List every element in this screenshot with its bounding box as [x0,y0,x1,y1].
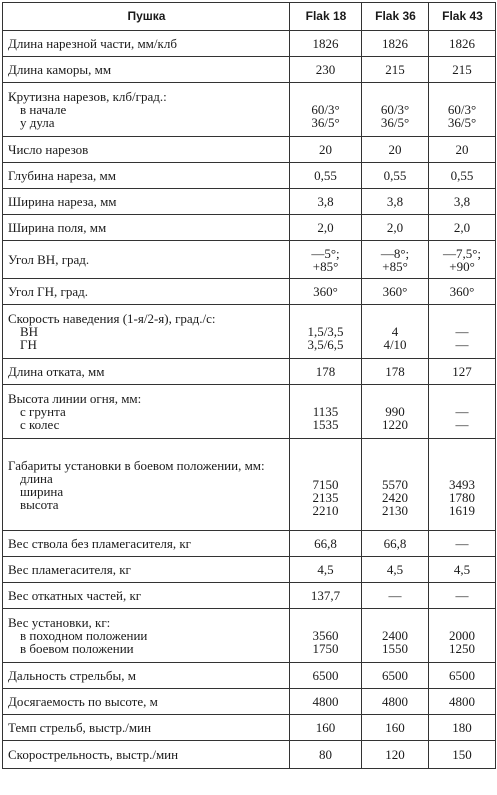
value-cell [429,31,496,57]
value-cell [429,189,496,215]
table-row [3,663,496,689]
value-cell [429,385,496,439]
value-text: 360° [449,284,475,299]
value-cell [362,305,429,359]
value-cell [362,189,429,215]
value-text: 60/3° [447,102,477,117]
row-label-cell [3,583,290,609]
value-text: 2210 [312,503,339,518]
value-text: —7,5°; [442,245,482,261]
row-sublabel: в походном положении [20,628,148,643]
value-cell [290,279,362,305]
value-text: 215 [385,62,405,77]
value-text: 3,8 [386,194,404,209]
value-text: 127 [452,364,472,379]
value-text: 3,8 [317,194,334,209]
row-label-cell [3,557,290,583]
value-text: 1135 [312,404,339,419]
row-label-cell [3,215,290,241]
row-label: Ширина нареза, мм [8,194,117,209]
value-text: 180 [452,720,472,735]
value-cell [429,359,496,385]
row-label-cell [3,31,290,57]
row-label-cell [3,663,290,689]
value-cell [290,163,362,189]
value-text: — [455,536,469,551]
value-text: 1780 [449,490,475,505]
value-text: 150 [452,747,472,762]
value-text: 6500 [449,668,475,683]
value-cell [429,741,496,769]
value-cell [362,163,429,189]
value-text: 360° [382,284,408,299]
row-label-cell [3,137,290,163]
value-cell [429,439,496,531]
row-label: Скорость наведения (1-я/2-я), град./с: [8,311,216,326]
value-text: 4,5 [317,562,334,577]
value-text: 60/3° [311,102,340,117]
value-cell [290,57,362,83]
value-text: +85° [382,258,408,274]
row-label-cell [3,241,290,279]
row-sublabel: ВН [20,324,39,339]
table-row [3,439,496,531]
value-cell [362,279,429,305]
value-cell [429,663,496,689]
value-cell [429,583,496,609]
value-text: 36/5° [447,115,477,130]
value-text: 20 [319,142,332,157]
value-text: 178 [385,364,405,379]
table-row [3,609,496,663]
table-row [3,189,496,215]
row-label: Угол ГН, град. [8,284,89,299]
row-label: Высота линии огня, мм: [8,391,142,406]
value-text: 215 [452,62,472,77]
row-label-cell [3,163,290,189]
value-cell [429,83,496,137]
value-cell [429,531,496,557]
value-text: 5570 [382,477,408,492]
table-row [3,57,496,83]
value-cell [362,215,429,241]
header-gun-flak18: Flak 18 [290,3,362,31]
value-text: —5°; [311,245,340,261]
table-row [3,359,496,385]
value-text: 0,55 [383,168,407,183]
value-cell [290,689,362,715]
table-row [3,31,496,57]
value-cell [290,609,362,663]
value-text: 1535 [312,417,339,432]
value-cell [429,609,496,663]
value-text: 1750 [312,641,339,656]
row-label: Габариты установки в боевом положении, мм: [8,457,265,473]
value-text: 20 [455,142,469,157]
row-label: Ширина поля, мм [8,220,107,235]
value-cell [290,359,362,385]
value-cell [362,531,429,557]
value-text: +90° [449,258,475,274]
value-text: 4800 [312,694,339,709]
value-cell [290,715,362,741]
row-label: Длина нарезной части, мм/клб [8,36,177,51]
row-label: Вес пламегасителя, кг [8,562,131,577]
row-label-cell [3,189,290,215]
value-cell [290,531,362,557]
row-label: Дальность стрельбы, м [8,668,136,683]
value-cell [290,215,362,241]
value-cell [362,557,429,583]
table-row [3,531,496,557]
row-label-cell [3,531,290,557]
table-row [3,83,496,137]
value-text: 6500 [382,668,408,683]
row-label-cell [3,741,290,769]
value-text: 36/5° [311,115,340,130]
value-cell [362,689,429,715]
row-sublabel: ширина [20,483,64,499]
value-text: 60/3° [380,102,410,117]
value-cell [429,557,496,583]
value-text: 2,0 [386,220,404,235]
value-text: 4/10 [383,337,407,352]
value-cell [290,241,362,279]
value-text: 4,5 [386,562,404,577]
table-row [3,715,496,741]
value-text: 2,0 [453,220,471,235]
table-row [3,137,496,163]
value-cell [429,715,496,741]
row-label-cell [3,279,290,305]
row-label: Вес установки, кг: [8,615,111,630]
table-row [3,385,496,439]
value-cell [429,137,496,163]
row-label-cell [3,57,290,83]
value-text: 0,55 [314,168,337,183]
value-text: 2400 [382,628,408,643]
value-text: 1826 [382,36,408,51]
value-cell [290,31,362,57]
row-label-cell [3,689,290,715]
value-text: 80 [319,747,332,762]
row-label: Досягаемость по высоте, м [8,694,158,709]
value-text: 2420 [382,490,408,505]
value-cell [290,557,362,583]
value-text: 2000 [449,628,475,643]
value-cell [290,305,362,359]
value-text: 3,8 [453,194,471,209]
table-row [3,689,496,715]
value-cell [429,279,496,305]
table-row [3,215,496,241]
row-sublabel: ГН [20,337,37,352]
table-body [3,31,496,769]
value-cell [362,583,429,609]
value-text: 1,5/3,5 [307,324,344,339]
value-text: 120 [385,747,405,762]
row-label-cell [3,385,290,439]
row-label-cell [3,439,290,531]
value-cell [290,83,362,137]
value-text: 1619 [449,503,475,518]
value-text: — [455,337,469,352]
value-text: —8°; [380,245,410,261]
table-row [3,305,496,359]
value-text: — [455,404,469,419]
value-text: 2,0 [317,220,334,235]
value-text: 3,5/6,5 [307,337,344,352]
row-label: Скорострельность, выстр./мин [8,747,179,762]
value-cell [290,583,362,609]
value-cell [362,439,429,531]
value-cell [429,241,496,279]
row-label: Темп стрельб, выстр./мин [8,720,152,735]
value-text: 4800 [449,694,475,709]
value-cell [362,359,429,385]
value-text: 6500 [312,668,339,683]
value-cell [362,57,429,83]
row-label: Угол ВН, град. [8,252,90,267]
row-label: Вес откатных частей, кг [8,588,142,603]
value-text: 4 [391,324,399,339]
value-cell [362,741,429,769]
value-cell [362,83,429,137]
value-text: 137,7 [310,588,341,603]
table-row [3,557,496,583]
value-text: — [455,417,469,432]
value-cell [429,689,496,715]
row-label-cell [3,305,290,359]
value-cell [290,663,362,689]
row-sublabel: длина [20,470,53,486]
value-text: 1550 [382,641,408,656]
value-text: 360° [313,284,338,299]
value-cell [290,189,362,215]
row-label-cell [3,83,290,137]
value-text: 3493 [449,477,475,492]
row-label-cell [3,359,290,385]
value-cell [290,385,362,439]
value-text: 160 [385,720,405,735]
value-text: 1826 [312,36,339,51]
row-label: Число нарезов [8,142,89,157]
value-text: +85° [312,258,339,274]
value-cell [362,31,429,57]
row-label: Длина отката, мм [8,364,105,379]
value-text: 160 [315,720,336,735]
header-row [3,3,496,31]
row-label: Вес ствола без пламегасителя, кг [8,536,191,551]
value-text: 66,8 [314,536,337,551]
value-text: 36/5° [380,115,410,130]
value-text: 178 [315,364,336,379]
table-row [3,741,496,769]
value-text: — [455,324,469,339]
header-param: Пушка [3,3,290,31]
value-text: 1826 [449,36,475,51]
value-text: — [455,588,469,603]
value-text: 7150 [312,477,339,492]
table-row [3,163,496,189]
value-text: 3560 [312,628,339,643]
row-label: Глубина нареза, мм [8,168,116,183]
value-text: 230 [315,62,336,77]
value-cell [362,137,429,163]
row-sublabel: в боевом положении [20,641,134,656]
table-row [3,279,496,305]
row-sublabel: высота [20,496,59,512]
value-cell [362,385,429,439]
row-label-cell [3,609,290,663]
row-label-cell [3,715,290,741]
value-cell [429,57,496,83]
value-text: 2130 [382,503,408,518]
header-gun-flak43: Flak 43 [429,3,496,31]
value-cell [290,439,362,531]
row-sublabel: с грунта [20,404,66,419]
row-sublabel: в начале [20,102,67,117]
specs-table [2,2,496,769]
value-text: 1220 [382,417,408,432]
row-label: Крутизна нарезов, клб/град.: [8,89,167,104]
header-gun-flak36: Flak 36 [362,3,429,31]
value-text: 4,5 [453,562,471,577]
row-sublabel: у дула [20,115,55,130]
row-label: Длина каморы, мм [8,62,112,77]
value-text: 2135 [312,490,339,505]
value-cell [290,741,362,769]
value-cell [429,215,496,241]
table-row [3,241,496,279]
value-text: 1250 [449,641,475,656]
value-text: 4800 [382,694,408,709]
value-cell [429,163,496,189]
value-text: 20 [388,142,402,157]
value-cell [362,609,429,663]
value-cell [429,305,496,359]
value-text: 66,8 [383,536,407,551]
row-sublabel: с колес [20,417,60,432]
table-row [3,583,496,609]
value-cell [362,715,429,741]
value-cell [362,241,429,279]
value-text: — [388,588,402,603]
value-cell [290,137,362,163]
value-text: 990 [385,404,405,419]
value-text: 0,55 [450,168,474,183]
value-cell [362,663,429,689]
